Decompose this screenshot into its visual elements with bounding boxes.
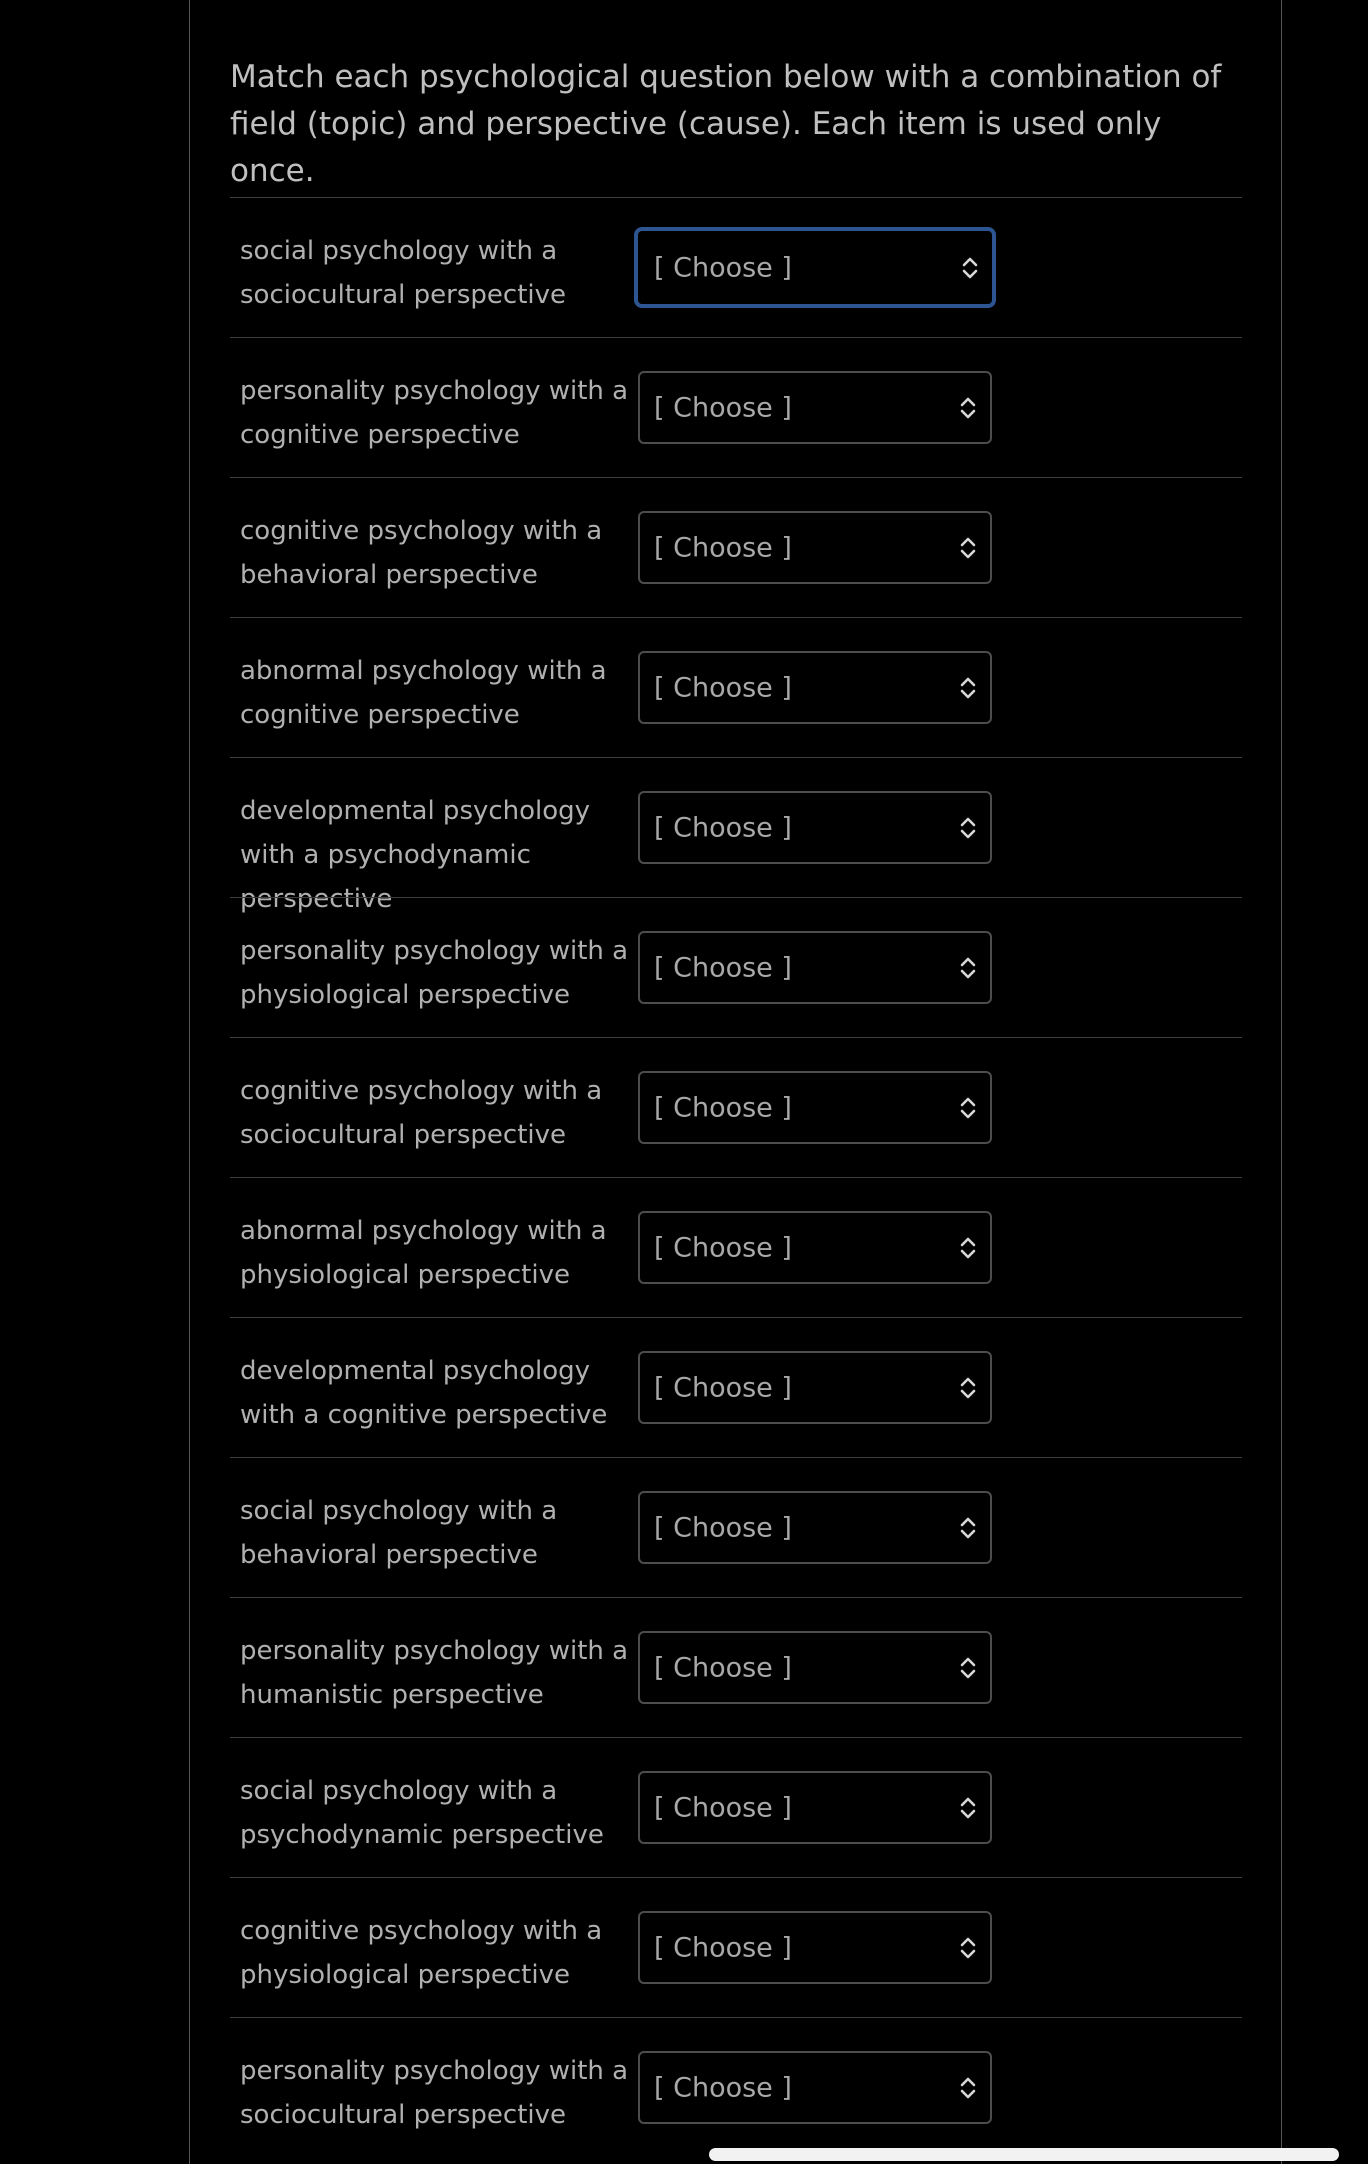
match-prompt-label: cognitive psychology with a behavioral perspective [240, 516, 603, 590]
match-prompt-label: developmental psychology with a cognitive perspective [240, 1356, 608, 1430]
match-prompt-label: personality psychology with a sociocultural perspective [240, 2056, 629, 2130]
chevron-up-down-icon [958, 1795, 978, 1821]
answer-select-value: [ Choose ] [654, 1372, 792, 1403]
answer-select-value: [ Choose ] [654, 952, 792, 983]
answer-select-13[interactable] [638, 1911, 992, 1984]
match-prompt-label: cognitive psychology with a physiological perspective [240, 1916, 603, 1990]
answer-select-9[interactable] [638, 1351, 992, 1424]
match-prompt-label: personality psychology with a humanistic perspective [240, 1636, 629, 1710]
answer-select-value: [ Choose ] [654, 1512, 792, 1543]
home-indicator[interactable] [709, 2148, 1339, 2161]
chevron-up-down-icon [958, 1375, 978, 1401]
answer-select-4[interactable] [638, 651, 992, 724]
match-prompt-label: developmental psychology with a psychodynamic perspective [240, 796, 591, 914]
answer-select-value: [ Choose ] [654, 1232, 792, 1263]
match-prompt-label: personality psychology with a cognitive perspective [240, 376, 629, 450]
chevron-up-down-icon [958, 815, 978, 841]
match-row-6 [230, 897, 1242, 1037]
answer-select-value: [ Choose ] [654, 532, 792, 563]
match-prompt-label: cognitive psychology with a sociocultural perspective [240, 1076, 603, 1150]
match-row-11 [230, 1597, 1242, 1737]
answer-select-14[interactable] [638, 2051, 992, 2124]
answer-select-value: [ Choose ] [654, 812, 792, 843]
match-prompt-label: social psychology with a psychodynamic perspective [240, 1776, 604, 1850]
match-row-4 [230, 617, 1242, 757]
answer-select-10[interactable] [638, 1491, 992, 1564]
answer-select-3[interactable] [638, 511, 992, 584]
match-row-2 [230, 337, 1242, 477]
answer-select-1[interactable] [634, 227, 996, 308]
answer-select-value: [ Choose ] [654, 1092, 792, 1123]
answer-select-6[interactable] [638, 931, 992, 1004]
answer-select-8[interactable] [638, 1211, 992, 1284]
match-prompt-label: social psychology with a behavioral perspective [240, 1496, 558, 1570]
match-row-10 [230, 1457, 1242, 1597]
answer-select-5[interactable] [638, 791, 992, 864]
answer-select-value: [ Choose ] [654, 1792, 792, 1823]
answer-select-value: [ Choose ] [654, 252, 792, 283]
match-row-9 [230, 1317, 1242, 1457]
chevron-up-down-icon [958, 1235, 978, 1261]
chevron-up-down-icon [960, 255, 980, 281]
chevron-up-down-icon [958, 1935, 978, 1961]
match-row-12 [230, 1737, 1242, 1877]
chevron-up-down-icon [958, 2075, 978, 2101]
match-row-5 [230, 757, 1242, 914]
question-instructions: Match each psychological question below with a combination of field (topic) and perspective (cause). Each item is used only once. [230, 59, 1222, 189]
match-row-7 [230, 1037, 1242, 1177]
matching-list [230, 197, 1242, 2157]
answer-select-value: [ Choose ] [654, 2072, 792, 2103]
chevron-up-down-icon [958, 535, 978, 561]
match-prompt-label: social psychology with a sociocultural perspective [240, 236, 566, 310]
match-prompt-label: personality psychology with a physiological perspective [240, 936, 629, 1010]
chevron-up-down-icon [958, 1095, 978, 1121]
chevron-up-down-icon [958, 675, 978, 701]
answer-select-12[interactable] [638, 1771, 992, 1844]
answer-select-value: [ Choose ] [654, 1652, 792, 1683]
answer-select-value: [ Choose ] [654, 392, 792, 423]
answer-select-value: [ Choose ] [654, 1932, 792, 1963]
answer-select-7[interactable] [638, 1071, 992, 1144]
match-row-1 [230, 197, 1242, 337]
chevron-up-down-icon [958, 395, 978, 421]
chevron-up-down-icon [958, 1515, 978, 1541]
chevron-up-down-icon [958, 1655, 978, 1681]
match-row-8 [230, 1177, 1242, 1317]
answer-select-value: [ Choose ] [654, 672, 792, 703]
answer-select-2[interactable] [638, 371, 992, 444]
chevron-up-down-icon [958, 955, 978, 981]
match-prompt-label: abnormal psychology with a physiological perspective [240, 1216, 607, 1290]
match-row-13 [230, 1877, 1242, 2017]
match-row-3 [230, 477, 1242, 617]
match-row-14 [230, 2017, 1242, 2157]
answer-select-11[interactable] [638, 1631, 992, 1704]
match-prompt-label: abnormal psychology with a cognitive perspective [240, 656, 607, 730]
